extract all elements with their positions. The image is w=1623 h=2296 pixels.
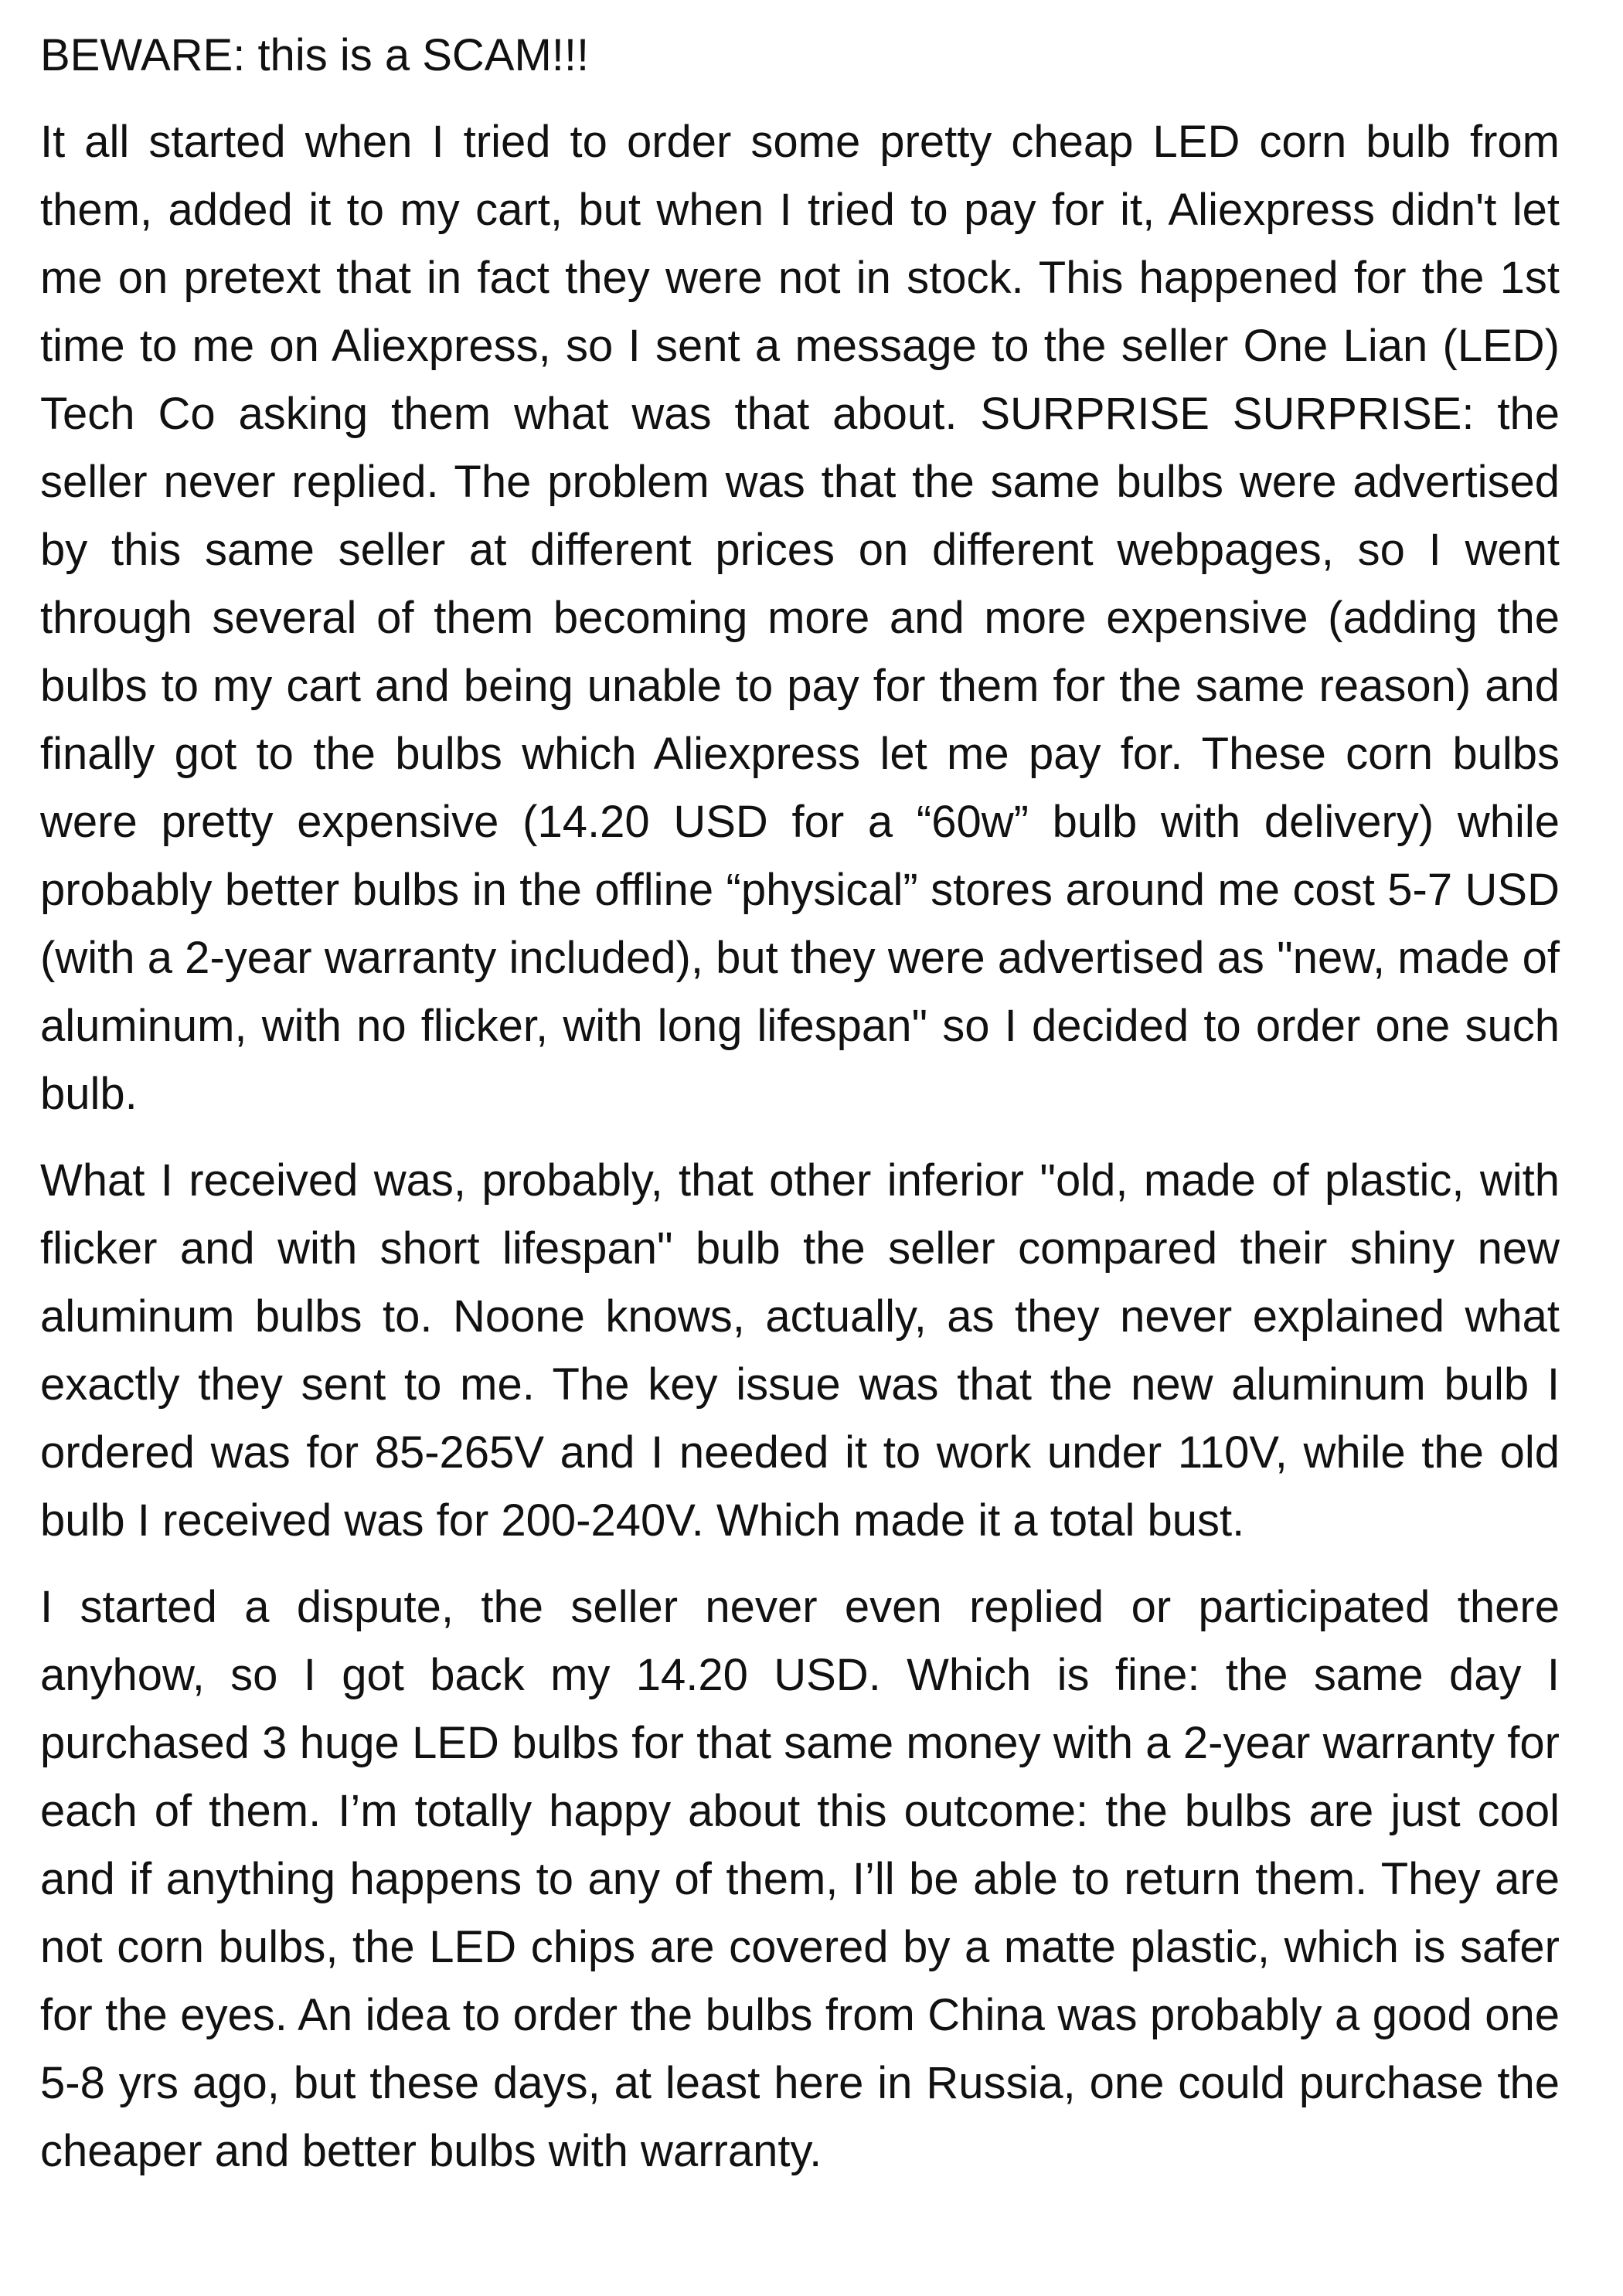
review-paragraph-2: What I received was, probably, that other inferior "old, made of plastic, with flicker and with short lifespan" bulb the seller compared their shiny new aluminum bulbs to. Noone knows, actually, as they never explained what exactly they sent to me. The key issue was that the new aluminum bulb I ordered was for 85-265V and I needed it to work under 110V, while the old bulb I received was for 200-240V. Which made it a total bust. bbox=[40, 1155, 1560, 1546]
review-document bbox=[40, 22, 1560, 2204]
review-heading: BEWARE: this is a SCAM!!! bbox=[40, 30, 590, 80]
review-paragraph-1: It all started when I tried to order some pretty cheap LED corn bulb from them, added it to my cart, but when I tried to pay for it, Aliexpress didn't let me on pretext that in fact they were not in stock. This happened for the 1st time to me on Aliexpress, so I sent a message to the seller One Lian (LED) Tech Co asking them what was that about. SURPRISE SURPRISE: the seller never replied. The problem was that the same bulbs were advertised by this same seller at different prices on different webpages, so I went through several of them becoming more and more expensive (adding the bulbs to my cart and being unable to pay for them for the same reason) and finally got to the bulbs which Aliexpress let me pay for. These corn bulbs were pretty expensive (14.20 USD for a “60w” bulb with delivery) while probably better bulbs in the offline “physical” stores around me cost 5-7 USD (with a 2-year warranty included), but they were advertised as "new, made of aluminum, with no flicker, with long lifespan" so I decided to order one such bulb. bbox=[40, 117, 1560, 1119]
review-paragraph-3: I started a dispute, the seller never even replied or participated there anyhow, so I got back my 14.20 USD. Which is fine: the same day I purchased 3 huge LED bulbs for that same money with a 2-year warranty for each of them. I’m totally happy about this outcome: the bulbs are just cool and if anything happens to any of them, I’ll be able to return them. They are not corn bulbs, the LED chips are covered by a matte plastic, which is safer for the eyes. An idea to order the bulbs from China was probably a good one 5-8 yrs ago, but these days, at least here in Russia, one could purchase the cheaper and better bulbs with warranty. bbox=[40, 1582, 1560, 2176]
